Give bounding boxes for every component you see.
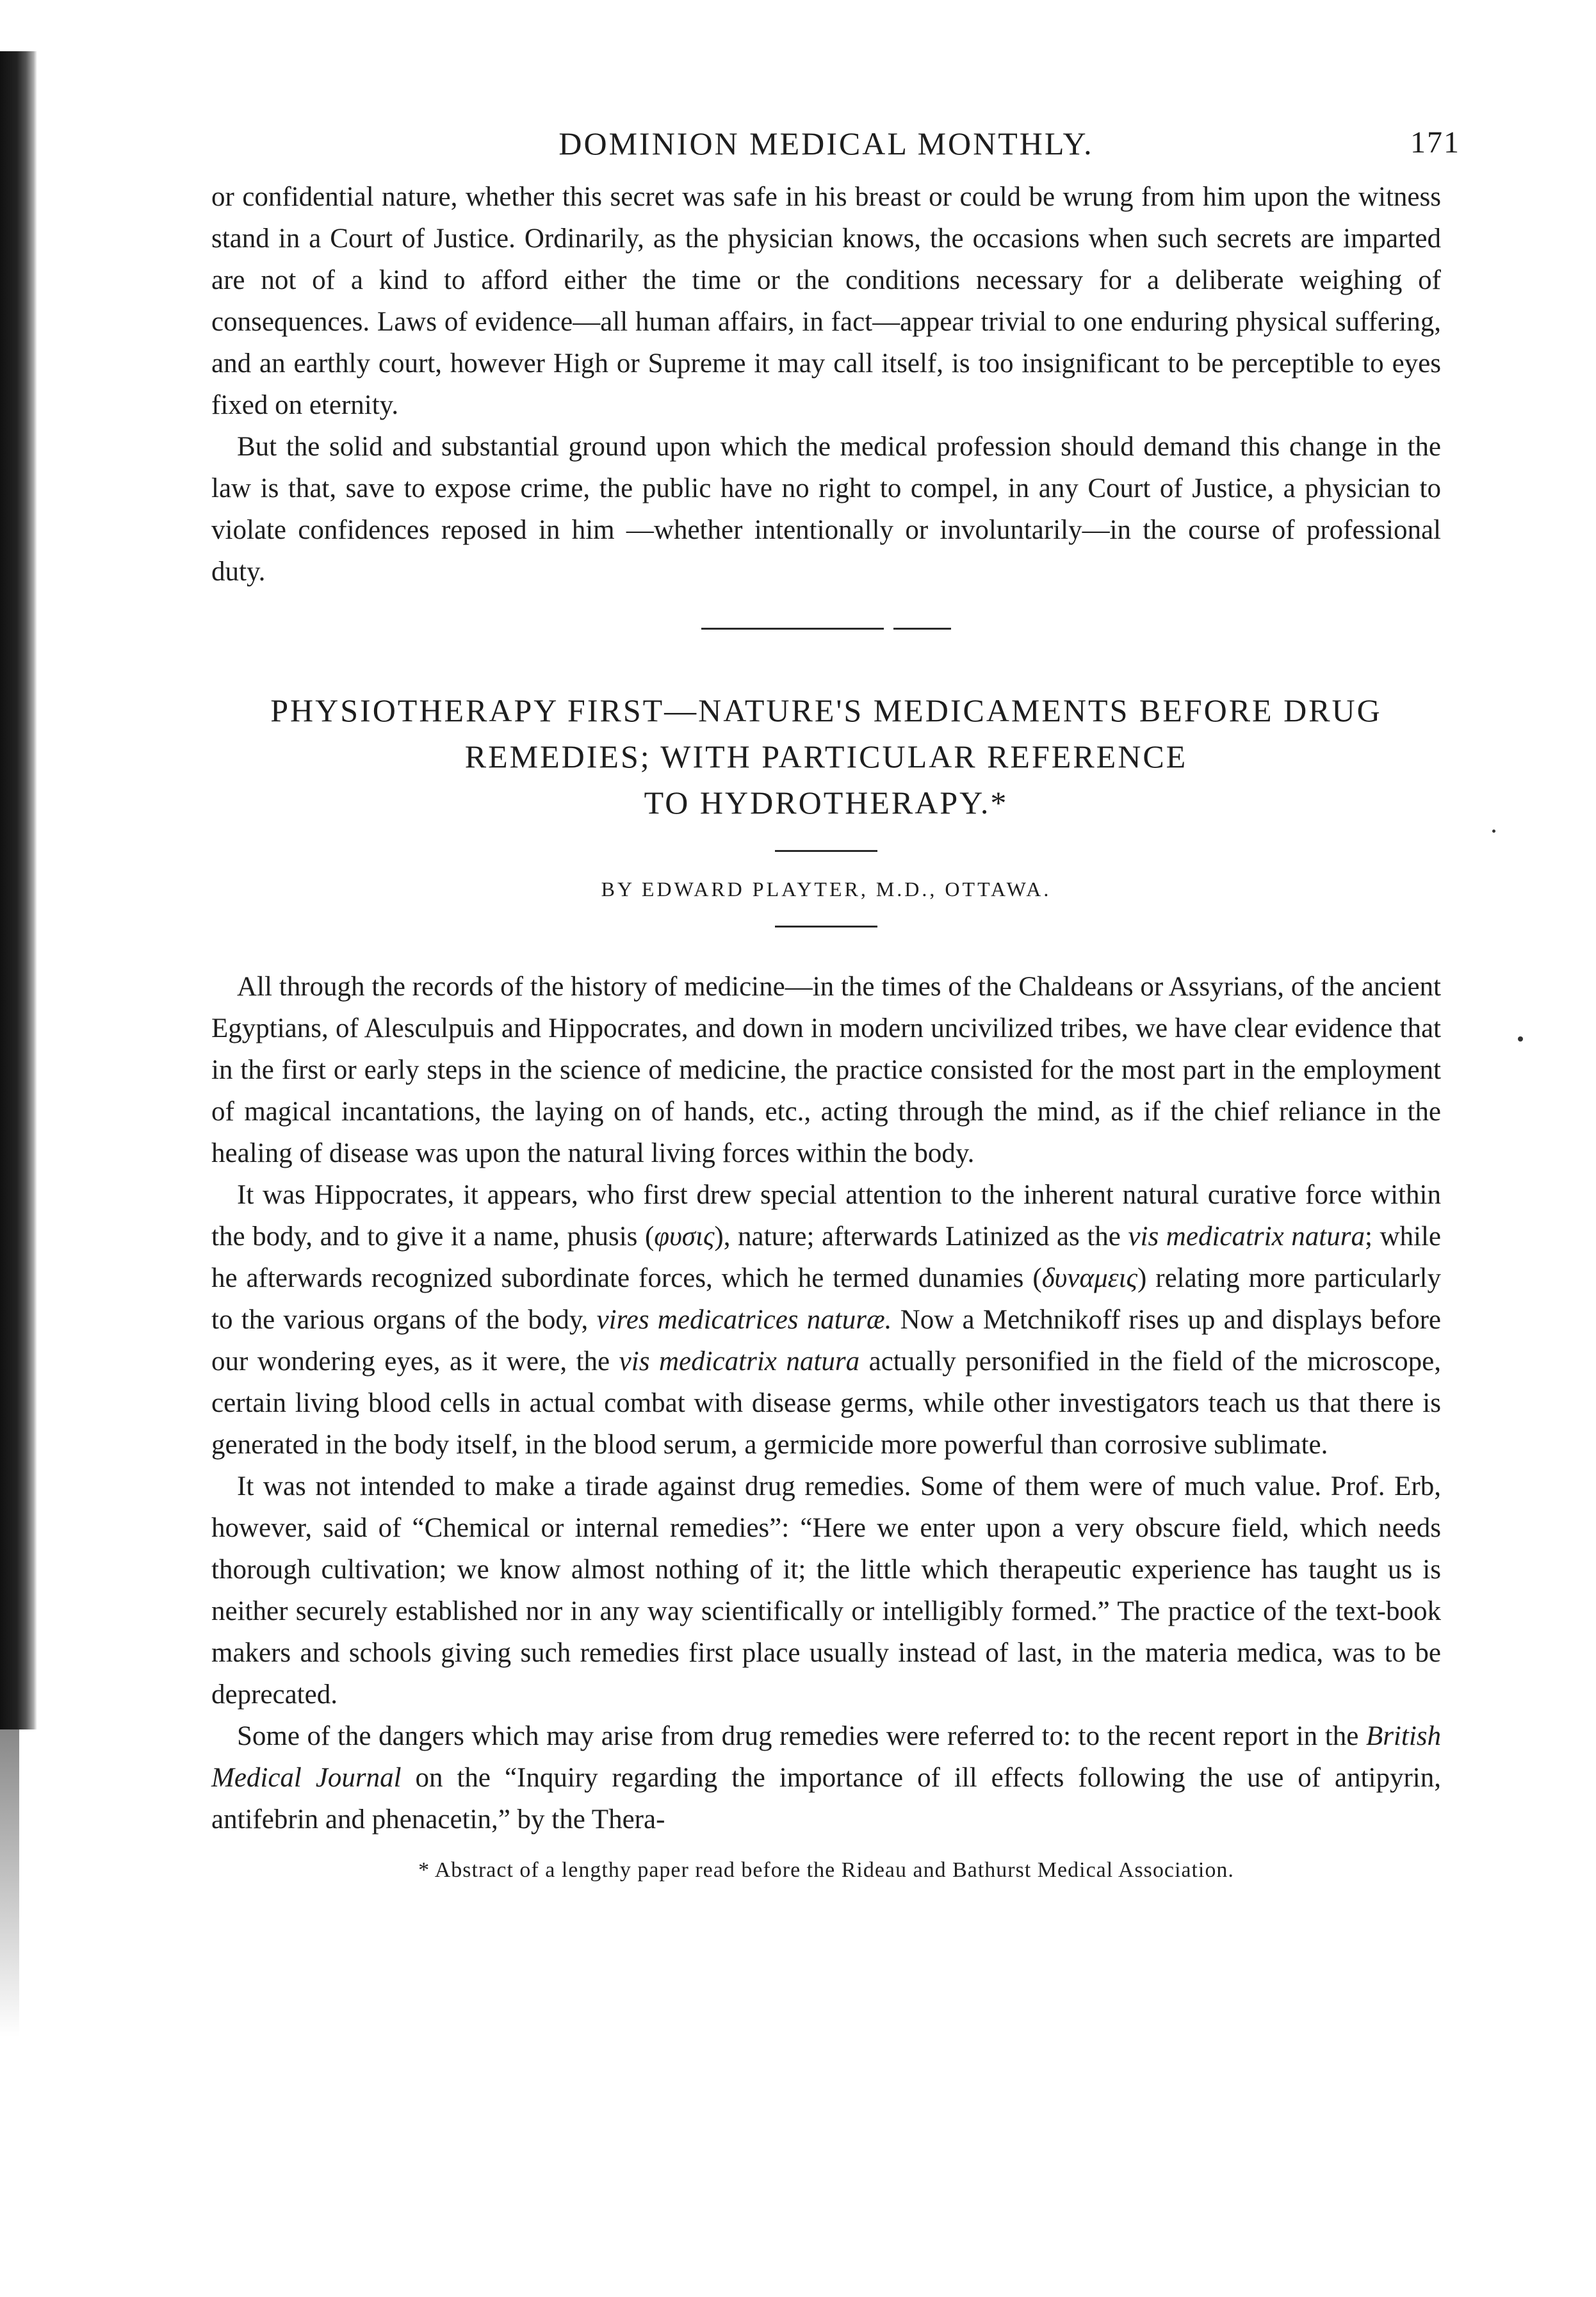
article-body <box>211 966 1441 1840</box>
page-number: 171 <box>1410 126 1460 159</box>
footnote: * Abstract of a lengthy paper read before the Rideau and Bathurst Medical Association. <box>418 1858 1234 1882</box>
article-title-line-3: TO HYDROTHERAPY.* <box>644 785 1009 821</box>
page-binding-edge <box>0 51 37 1729</box>
print-speck <box>1492 830 1495 833</box>
greek-word-dunamies: δυναμεις <box>1041 1263 1137 1293</box>
text-run: Now a Metchnikoff rises up and displays before our wondering eyes, as it were, the <box>211 1305 1441 1377</box>
author-byline: BY EDWARD PLAYTER, M.D., OTTAWA. <box>601 878 1052 901</box>
article-paragraph-2 <box>211 1174 1441 1466</box>
text-run: ; while he afterwards recognized subordinate forces, which he termed dunamies ( <box>211 1222 1442 1293</box>
continued-text <box>211 176 1441 593</box>
article-paragraph-4 <box>211 1715 1441 1840</box>
running-head <box>211 125 1460 176</box>
article-paragraph-1: All through the records of the history of medicine—in the times of the Chaldeans or Assyrians, of the ancient Egyptians, of Alesculpuis and Hippocrates, and down in modern uncivilized tribes, we have clear evidence that in the first or early steps in the science of medicine, the practice consisted for the most part in the employment of magical incantations, the laying on of hands, etc., acting through the mind, as if the chief reliance in the healing of disease was upon the natural living forces within the body. <box>211 972 1441 1168</box>
continued-paragraph-1: or confidential nature, whether this secret was safe in his breast or could be wrung from him upon the witness stand in a Court of Justice. Ordinarily, as the physician knows, the occasions when such secrets are imparted are not of a kind to afford either the time or the conditions necessary for a deliberate weighing of consequences. Laws of evidence—all human affairs, in fact—appear trivial to one enduring physical suffering, and an earthly court, however High or Supreme it may call itself, is too insignificant to be perceptible to eyes fixed on eternity. <box>211 182 1441 420</box>
text-run: on the “Inquiry regarding the importance of ill effects following the use of antipyrin, antifebrin and phenacetin,” by the Thera- <box>211 1763 1441 1835</box>
journal-title: DOMINION MEDICAL MONTHLY. <box>558 126 1094 161</box>
text-run: ) relating more particularly to the various organs of the body, <box>211 1263 1442 1335</box>
divider-rule-short <box>893 628 951 630</box>
latin-phrase: vires medicatrices naturæ. <box>596 1305 892 1335</box>
divider-rule-long <box>701 628 884 630</box>
title-rule <box>775 850 877 852</box>
section-divider <box>701 628 951 630</box>
article-paragraph-3: It was not intended to make a tirade against drug remedies. Some of them were of much value. Prof. Erb, however, said of “Chemical or internal remedies”: “Here we enter upon a very obscure field, which needs thorough cultivation; we know almost nothing of it; the little which therapeutic experience has taught us is neither securely established nor in any way scientifically or intelligibly formed.” The practice of the text-book makers and schools giving such remedies first place usually instead of last, in the materia medica, was to be deprecated. <box>211 1471 1441 1710</box>
text-run: actually personified in the field of the microscope, certain living blood cells in actual combat with disease germs, while other investigators teach us that there is generated in the body itself, in the blood serum, a germicide more powerful than corrosive sublimate. <box>211 1346 1441 1460</box>
text-run: It was Hippocrates, it appears, who first drew special attention to the inherent natural curative force within the body, and to give it a name, phusis ( <box>211 1180 1441 1252</box>
journal-citation: British Medical Journal <box>211 1721 1441 1793</box>
article-title-line-1: PHYSIOTHERAPY FIRST—NATURE'S MEDICAMENTS BEFORE DRUG <box>270 692 1382 728</box>
byline-rule <box>775 926 877 928</box>
text-run: ), nature; afterwards Latinized as the <box>714 1222 1128 1252</box>
page-binding-shadow <box>0 1729 19 2037</box>
latin-phrase: vis medicatrix natura <box>1128 1222 1365 1252</box>
latin-phrase: vis medicatrix natura <box>619 1346 860 1377</box>
journal-page <box>211 125 1460 1883</box>
text-run: Some of the dangers which may arise from drug remedies were referred to: to the recent report in the <box>237 1721 1366 1751</box>
continued-paragraph-2: But the solid and substantial ground upon which the medical profession should demand this change in the law is that, save to expose crime, the public have no right to compel, in any Court of Justice, a physician to violate confidences reposed in him —whether intentionally or involuntarily—in the course of professional duty. <box>211 432 1441 587</box>
article-title-line-2: REMEDIES; WITH PARTICULAR REFERENCE <box>464 739 1188 774</box>
greek-word-phusis: φυσις <box>654 1222 715 1252</box>
print-speck <box>1518 1036 1523 1042</box>
article-title <box>211 687 1441 826</box>
